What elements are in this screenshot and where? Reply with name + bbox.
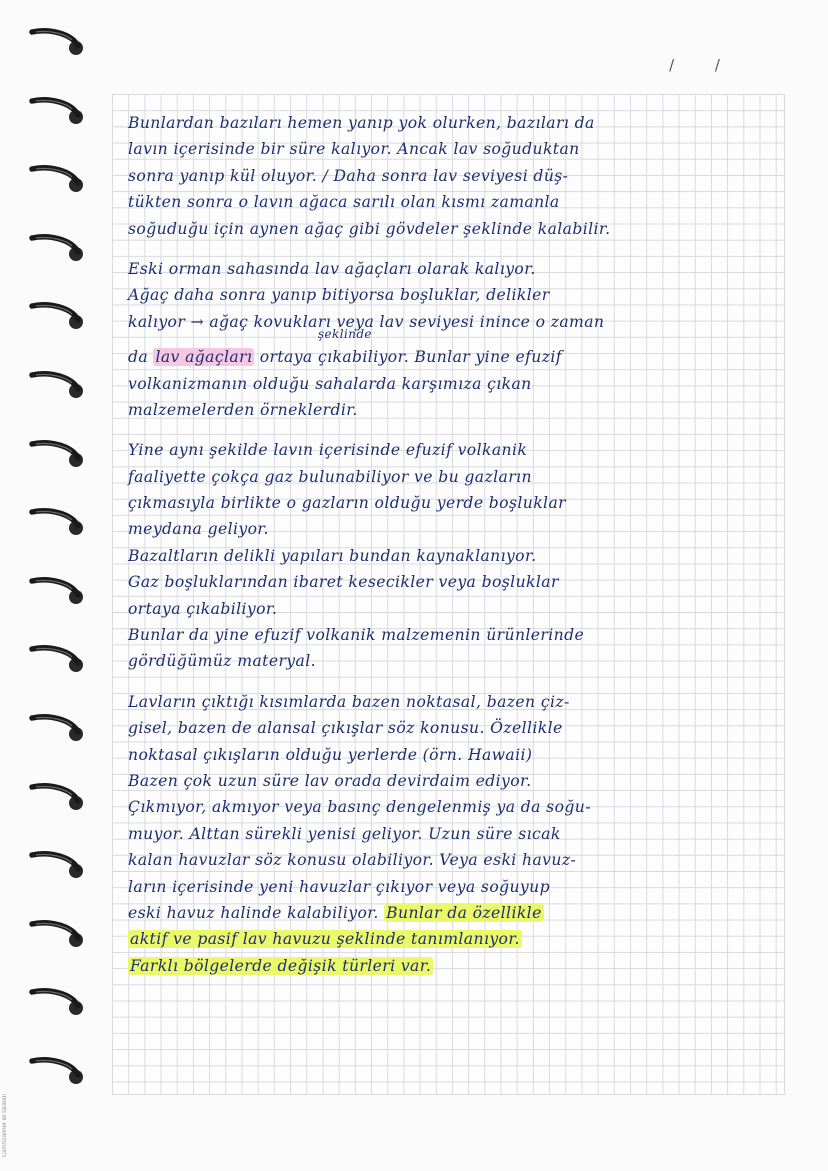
spiral-ring-icon [28, 986, 86, 1022]
text-line: muyor. Alttan sürekli yenisi geliyor. Uzun süre sıcak [128, 824, 561, 843]
yellow-highlight: Bunlar da özellikle [386, 903, 542, 922]
spiral-ring-icon [28, 95, 86, 131]
text-line [128, 900, 778, 926]
text-line: sonra yanıp kül oluyor. / Daha sonra lav seviyesi düş- [128, 166, 569, 185]
text-line: Yine aynı şekilde lavın içerisinde efuzif volkanik [128, 441, 528, 460]
text-line [128, 309, 778, 341]
text-line: Bunlar da yine efuzif volkanik malzemenin ürünlerinde [128, 626, 585, 645]
text-line: Ağaç daha sonra yanıp bitiyorsa boşluklar, delikler [128, 286, 550, 305]
spiral-binding [0, 0, 90, 1171]
paragraph-2 [128, 256, 778, 341]
spiral-ring-icon [28, 643, 86, 679]
text-line [128, 926, 778, 952]
spiral-ring-icon [28, 781, 86, 817]
date-mark: / / [669, 56, 738, 74]
text-line: tükten sonra o lavın ağaca sarılı olan kısmı zamanla [128, 193, 560, 212]
text-line: kalan havuzlar söz konusu olabiliyor. Veya eski havuz- [128, 851, 577, 870]
subscript-note: şeklinde [318, 326, 372, 341]
text-line: lavın içerisinde bir süre kalıyor. Ancak lav soğuduktan [128, 140, 580, 159]
yellow-highlight: aktif ve pasif lav havuzu şeklinde tanımlanıyor. [130, 930, 520, 949]
text-line [128, 344, 778, 370]
spiral-ring-icon [28, 506, 86, 542]
pink-highlight: lav ağaçları [155, 348, 253, 367]
text-line: volkanizmanın olduğu sahalarda karşımıza çıkan [128, 374, 532, 393]
paragraph-4 [128, 437, 778, 675]
text-line: ortaya çıkabiliyor. [128, 599, 278, 618]
paragraph-3 [128, 344, 778, 423]
text-line: malzemelerden örneklerdir. [128, 400, 358, 419]
text-line: Bazaltların delikli yapıları bundan kaynaklanıyor. [128, 546, 537, 565]
spiral-ring-icon [28, 575, 86, 611]
text-fragment: eski havuz halinde kalabiliyor. [128, 903, 379, 922]
text-line: meydana geliyor. [128, 520, 269, 539]
text-line: noktasal çıkışların olduğu yerlerde (örn. Hawaii) [128, 745, 533, 764]
text-line: Eski orman sahasında lav ağaçları olarak kalıyor. [128, 259, 536, 278]
text-line: Gaz boşluklarından ibaret kesecikler veya boşluklar [128, 573, 559, 592]
spiral-ring-icon [28, 849, 86, 885]
spiral-ring-icon [28, 300, 86, 336]
text-line: Bazen çok uzun süre lav orada devirdaim ediyor. [128, 771, 532, 790]
text-fragment: da [128, 348, 149, 367]
spiral-ring-icon [28, 438, 86, 474]
scanner-watermark: CamScanner ile tarandı [2, 1093, 8, 1157]
text-line: soğuduğu için aynen ağaç gibi gövdeler şeklinde kalabilir. [128, 219, 611, 238]
text-line-content: kalıyor → ağaç kovukları veya lav seviyesi inince o zaman [128, 312, 605, 331]
text-line: Çıkmıyor, akmıyor veya basınç dengelenmiş ya da soğu- [128, 798, 591, 817]
spiral-ring-icon [28, 369, 86, 405]
spiral-ring-icon [28, 712, 86, 748]
text-line: Lavların çıktığı kısımlarda bazen noktasal, bazen çiz- [128, 692, 570, 711]
text-line: çıkmasıyla birlikte o gazların olduğu yerde boşluklar [128, 494, 566, 513]
text-line: ların içerisinde yeni havuzlar çıkıyor veya soğuyup [128, 877, 550, 896]
paragraph-5 [128, 689, 778, 979]
text-line: gördüğümüz materyal. [128, 652, 316, 671]
spiral-ring-icon [28, 232, 86, 268]
yellow-highlight: Farklı bölgelerde değişik türleri var. [130, 956, 432, 975]
spiral-ring-icon [28, 26, 86, 62]
spiral-ring-icon [28, 1055, 86, 1091]
text-line: Bunlardan bazıları hemen yanıp yok olurken, bazıları da [128, 114, 595, 132]
text-line [128, 953, 778, 979]
text-fragment: ortaya çıkabiliyor. Bunlar yine efuzif [259, 348, 562, 367]
text-line: faaliyette çokça gaz bulunabiliyor ve bu gazların [128, 467, 532, 486]
spiral-ring-icon [28, 163, 86, 199]
handwritten-notes [128, 110, 778, 979]
spiral-ring-icon [28, 918, 86, 954]
text-line: gisel, bazen de alansal çıkışlar söz konusu. Özellikle [128, 719, 563, 738]
paragraph-1 [128, 110, 778, 242]
